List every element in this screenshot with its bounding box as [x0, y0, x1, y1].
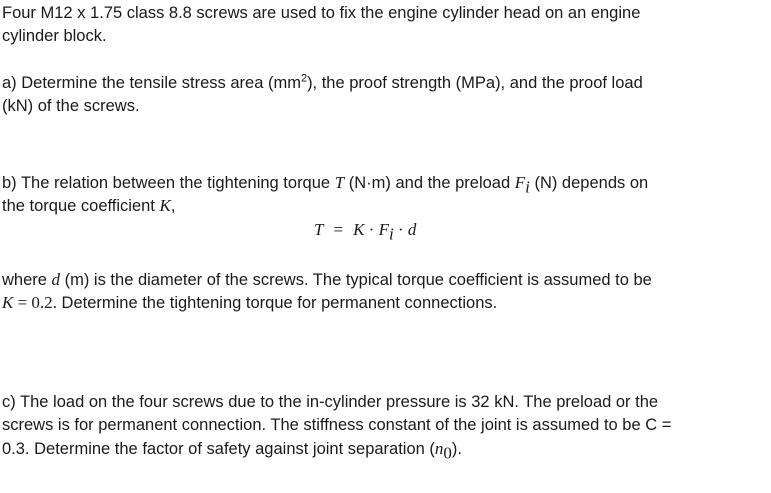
torque-equation: [314, 218, 417, 244]
part-a-text: a) Determine the tensile stress area (mm: [2, 74, 301, 92]
part-b-text: Determine the tightening torque for permanent connections.: [56, 294, 498, 312]
intro-line-1: Four M12 x 1.75 class 8.8 screws are used to fix the engine cylinder head on an engine: [2, 4, 641, 22]
eq-dot: ·: [368, 220, 375, 239]
safety-factor-symbol: n: [434, 439, 444, 458]
part-a-line-1: [2, 72, 643, 95]
eq-f: F: [378, 220, 389, 239]
part-b-line-3: [2, 268, 652, 292]
preload-subscript: i: [525, 177, 530, 197]
coefficient-symbol: K: [2, 293, 14, 312]
eq-f-subscript: i: [388, 224, 394, 244]
eq-d: d: [407, 220, 417, 239]
torque-symbol: T: [334, 173, 345, 192]
intro-line-2: cylinder block.: [2, 27, 107, 45]
diameter-symbol: d: [51, 270, 61, 289]
part-b-text: (m) is the diameter of the screws. The typical torque coefficient is assumed to be: [60, 271, 652, 289]
part-b-text: ,: [170, 197, 176, 215]
part-c-text: 0.3. Determine the factor of safety against joint separation (: [2, 440, 435, 458]
part-b-text: (N) depends on: [529, 174, 649, 192]
part-c-line-2: screws is for permanent connection. The stiffness constant of the joint is assumed to be C =: [2, 416, 672, 434]
part-c-line-3: [2, 437, 462, 461]
part-b-text: where: [2, 271, 52, 289]
part-b-line-1: [2, 171, 648, 195]
eq-lhs: T: [314, 220, 324, 239]
part-b-text: b) The relation between the tightening torque: [2, 174, 335, 192]
eq-dot: ·: [397, 220, 404, 239]
part-b-text: (N·m) and the preload: [344, 174, 515, 192]
coefficient-symbol: K: [159, 196, 171, 215]
part-c-text: ).: [451, 440, 462, 458]
part-a-text: ), the proof strength (MPa), and the proof load: [307, 74, 643, 92]
coefficient-value: = 0.2.: [13, 293, 57, 312]
part-b-line-4: [2, 291, 497, 315]
eq-k: K: [353, 220, 365, 239]
preload-symbol: F: [514, 173, 526, 192]
superscript-two: 2: [300, 72, 308, 85]
part-a-line-2: (kN) of the screws.: [2, 97, 140, 115]
safety-factor-subscript: 0: [443, 443, 452, 463]
part-b-line-2: [2, 194, 175, 218]
part-c-line-1: c) The load on the four screws due to the in-cylinder pressure is 32 kN. The preload or the: [2, 393, 659, 411]
part-b-text: the torque coefficient: [2, 197, 160, 215]
eq-equals: =: [333, 220, 344, 239]
